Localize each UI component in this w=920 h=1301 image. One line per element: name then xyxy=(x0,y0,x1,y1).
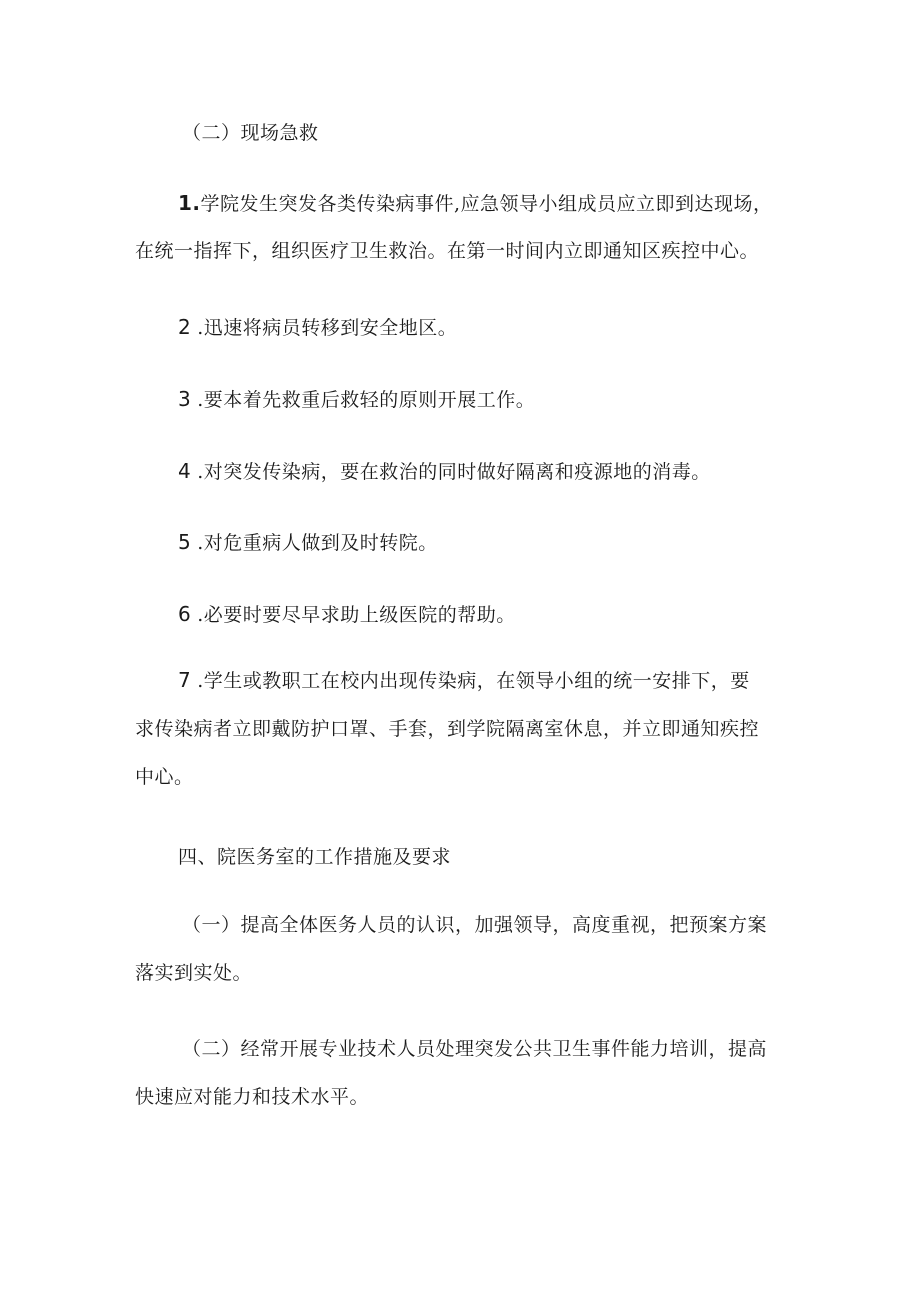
onsite-first-aid-heading: （二）现场急救 xyxy=(182,122,319,144)
item-4-number: 4 xyxy=(178,459,192,483)
item-7-line-3: 中心。 xyxy=(135,766,194,788)
measure-2-line-2: 快速应对能力和技术水平。 xyxy=(135,1086,370,1108)
item-4 xyxy=(178,452,828,491)
item-2-text: .迅速将病员转移到安全地区。 xyxy=(197,317,458,339)
item-5-number: 5 xyxy=(178,530,192,554)
item-7-line-2: 求传染病者立即戴防护口罩、手套，到学院隔离室休息，并立即通知疾控 xyxy=(135,718,760,740)
item-4-text: .对突发传染病，要在救治的同时做好隔离和疫源地的消毒。 xyxy=(197,461,711,483)
item-3-text: .要本着先救重后救轻的原则开展工作。 xyxy=(197,389,536,411)
item-2-number: 2 xyxy=(178,315,192,339)
item-5-text: .对危重病人做到及时转院。 xyxy=(197,532,438,554)
item-1-line-1 xyxy=(178,184,828,223)
measure-2-line-1: （二）经常开展专业技术人员处理突发公共卫生事件能力培训，提高 xyxy=(182,1038,768,1060)
item-6 xyxy=(178,595,828,634)
measure-1-line-2: 落实到实处。 xyxy=(135,962,253,984)
item-1-line-2: 在统一指挥下，组织医疗卫生救治。在第一时间内立即通知区疾控中心。 xyxy=(135,240,760,262)
item-2 xyxy=(178,308,828,347)
item-5 xyxy=(178,523,828,562)
item-6-number: 6 xyxy=(178,602,192,626)
item-1-number: 1. xyxy=(178,191,201,215)
item-3-number: 3 xyxy=(178,387,192,411)
item-6-text: .必要时要尽早求助上级医院的帮助。 xyxy=(197,604,516,626)
section-4-heading: 四、院医务室的工作措施及要求 xyxy=(178,846,452,868)
item-7-text-1: .学生或教职工在校内出现传染病，在领导小组的统一安排下，要 xyxy=(197,670,750,692)
item-1-text-1: 学院发生突发各类传染病事件,应急领导小组成员应立即到达现场， xyxy=(200,193,773,215)
item-7-number: 7 xyxy=(178,668,192,692)
item-7-line-1 xyxy=(178,661,828,700)
measure-1-line-1: （一）提高全体医务人员的认识，加强领导，高度重视，把预案方案 xyxy=(182,914,768,936)
item-3 xyxy=(178,380,828,419)
